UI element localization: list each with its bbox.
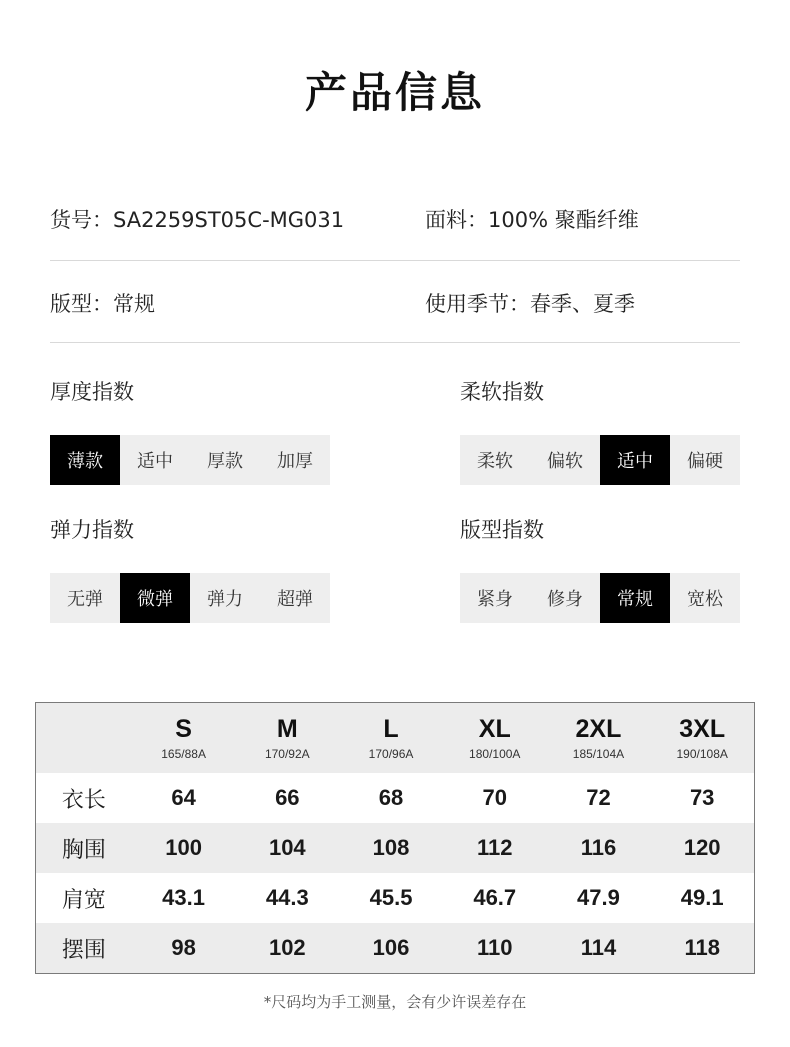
size-header-cell bbox=[650, 703, 754, 773]
row-label: 肩宽 bbox=[61, 887, 106, 913]
table-cell: 110 bbox=[477, 935, 513, 960]
size-header-cell bbox=[235, 703, 339, 773]
table-cell: 66 bbox=[275, 785, 300, 810]
softness-option[interactable]: 偏软 bbox=[547, 451, 583, 472]
size-spec: 180/100A bbox=[469, 747, 521, 761]
table-cell: 112 bbox=[477, 835, 513, 860]
size-header-cell bbox=[339, 703, 443, 773]
softness-option[interactable]: 偏硬 bbox=[687, 451, 723, 472]
size-header-cell bbox=[132, 703, 236, 773]
size-name: S bbox=[175, 715, 192, 743]
table-cell: 49.1 bbox=[680, 885, 724, 910]
elasticity-index-title: 弹力指数 bbox=[50, 518, 134, 542]
row-label: 胸围 bbox=[61, 837, 106, 863]
fit-option[interactable]: 常规 bbox=[600, 573, 670, 623]
table-cell: 44.3 bbox=[265, 885, 309, 910]
item-number: 货号：SA2259ST05C-MG031 bbox=[50, 208, 345, 232]
size-header-cell bbox=[547, 703, 651, 773]
fit-index-title: 版型指数 bbox=[460, 518, 544, 542]
table-cell: 46.7 bbox=[473, 885, 517, 910]
fabric-info: 面料：100% 聚酯纤维 bbox=[425, 208, 639, 232]
table-header-row bbox=[36, 703, 754, 773]
table-row bbox=[36, 773, 754, 823]
fit-option[interactable]: 修身 bbox=[547, 589, 583, 610]
table-row bbox=[36, 873, 754, 923]
table-cell: 68 bbox=[378, 785, 404, 810]
elasticity-option[interactable]: 超弹 bbox=[277, 589, 313, 610]
size-name: L bbox=[383, 715, 399, 743]
size-spec: 190/108A bbox=[676, 747, 728, 761]
elasticity-option[interactable]: 微弹 bbox=[120, 573, 190, 623]
fit-option[interactable]: 宽松 bbox=[687, 589, 723, 610]
table-cell: 47.9 bbox=[577, 885, 620, 910]
table-cell: 102 bbox=[268, 935, 306, 960]
divider bbox=[50, 260, 740, 261]
elasticity-option[interactable]: 弹力 bbox=[207, 589, 243, 610]
size-spec: 170/96A bbox=[368, 747, 414, 761]
size-chart-table bbox=[35, 702, 755, 974]
header-corner-cell bbox=[36, 703, 132, 773]
season-info: 使用季节：春季、夏季 bbox=[425, 292, 635, 316]
page-title: 产品信息 bbox=[304, 68, 485, 117]
fit-info: 版型：常规 bbox=[50, 292, 155, 316]
thickness-index-title: 厚度指数 bbox=[50, 380, 134, 404]
table-cell: 98 bbox=[171, 935, 196, 960]
thickness-option[interactable]: 厚款 bbox=[207, 451, 243, 472]
size-name: 2XL bbox=[575, 715, 622, 743]
table-cell: 114 bbox=[580, 935, 617, 960]
table-cell: 118 bbox=[684, 935, 720, 960]
row-label: 摆围 bbox=[61, 937, 106, 963]
size-spec: 170/92A bbox=[264, 747, 310, 761]
softness-index-selector bbox=[460, 435, 740, 485]
elasticity-option[interactable]: 无弹 bbox=[67, 589, 103, 610]
size-spec: 165/88A bbox=[161, 747, 206, 761]
table-cell: 43.1 bbox=[162, 885, 205, 910]
table-row bbox=[36, 923, 754, 973]
table-cell: 120 bbox=[683, 835, 721, 860]
softness-index-title: 柔软指数 bbox=[460, 380, 544, 404]
size-name: 3XL bbox=[679, 715, 726, 743]
thickness-option[interactable]: 加厚 bbox=[277, 451, 313, 472]
elasticity-index-selector bbox=[50, 573, 330, 623]
thickness-index-selector bbox=[50, 435, 330, 485]
thickness-option[interactable]: 薄款 bbox=[50, 435, 120, 485]
table-cell: 106 bbox=[372, 935, 410, 960]
measurement-note: *尺码均为手工测量，会有少许误差存在 bbox=[263, 993, 527, 1011]
size-name: M bbox=[276, 715, 298, 743]
table-cell: 104 bbox=[268, 835, 306, 860]
softness-option[interactable]: 适中 bbox=[600, 435, 670, 485]
table-cell: 116 bbox=[580, 835, 617, 860]
fit-option[interactable]: 紧身 bbox=[477, 589, 513, 610]
row-label: 衣长 bbox=[61, 787, 106, 813]
table-cell: 45.5 bbox=[369, 885, 413, 910]
table-cell: 100 bbox=[165, 835, 202, 860]
table-cell: 72 bbox=[586, 785, 611, 810]
table-cell: 70 bbox=[482, 785, 507, 810]
table-row bbox=[36, 823, 754, 873]
divider bbox=[50, 342, 740, 343]
table-cell: 64 bbox=[171, 785, 196, 810]
thickness-option[interactable]: 适中 bbox=[137, 451, 173, 472]
table-cell: 73 bbox=[689, 785, 715, 810]
softness-option[interactable]: 柔软 bbox=[477, 451, 513, 472]
fit-index-selector bbox=[460, 573, 740, 623]
size-name: XL bbox=[478, 715, 511, 743]
table-cell: 108 bbox=[372, 835, 410, 860]
size-header-cell bbox=[443, 703, 547, 773]
size-spec: 185/104A bbox=[572, 747, 625, 761]
